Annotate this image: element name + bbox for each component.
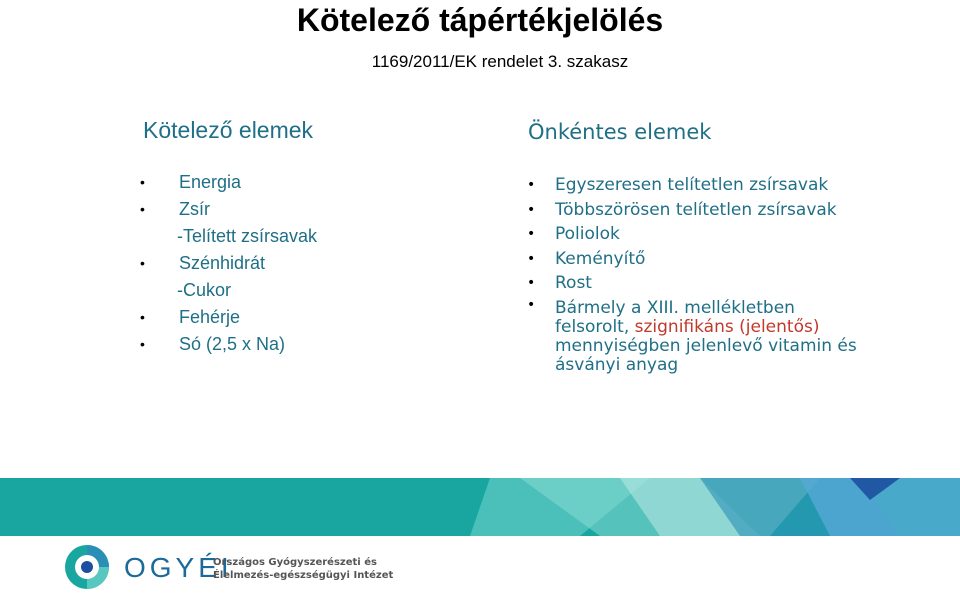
org-line: Országos Gyógyszerészeti és [213,557,377,568]
list-item-label: Többszörösen telítetlen zsírsavak [555,199,837,220]
bullet-icon: • [527,226,536,242]
list-item-label: Poliolok [555,224,620,244]
list-item [527,247,867,272]
mandatory-list [140,169,317,358]
bullet-icon: • [527,201,536,218]
list-item-text: mennyiségben jelenlevő vitamin és ásványi anyag [555,335,857,375]
list-item-label: Só (2,5 x Na) [179,334,286,354]
list-item-label: -Telített zsírsavak [177,226,318,246]
voluntary-heading: Önkéntes elemek [528,120,712,144]
bullet-icon: • [527,250,536,267]
list-item-label: Szénhidrát [179,253,266,273]
list-item [527,198,867,223]
list-item-label: Rost [555,273,592,293]
bullet-icon: • [140,255,145,271]
list-item [527,296,867,375]
list-item [140,277,317,304]
list-item [527,271,867,296]
list-item [140,331,317,358]
list-item-label: Energia [179,172,242,192]
list-item [140,196,317,223]
bullet-icon: • [140,174,145,190]
list-item [527,222,867,247]
list-item [140,250,317,277]
list-item-label: Egyszeresen telítetlen zsírsavak [555,175,829,195]
band-shapes [0,478,960,536]
decorative-band [0,478,960,536]
list-item [527,173,867,198]
highlight-text: szignifikáns (jelentős) [634,316,820,337]
logo-icon [63,543,111,591]
list-item [140,304,317,331]
org-line: Élelmezés-egészségügyi Intézet [213,570,394,581]
bullet-icon: • [140,336,145,352]
slide-title: Kötelező tápértékjelölés [296,2,664,38]
slide-subtitle: 1169/2011/EK rendelet 3. szakasz [371,52,629,71]
list-item [140,223,317,250]
list-item-label: Keményítő [555,248,646,269]
list-item-text: Bármely a XIII. mellékletben felsorolt, [555,297,795,337]
organization-name [213,556,393,582]
mandatory-heading: Kötelező elemek [143,117,314,143]
bullet-icon: • [527,296,536,313]
list-item-label: Zsír [179,199,210,219]
list-item-label: Fehérje [179,307,241,327]
list-item [140,169,317,196]
bullet-icon: • [527,177,536,193]
brand-name: OGYÉI [124,552,233,583]
list-item-label: -Cukor [177,280,232,300]
bullet-icon: • [140,309,145,325]
bullet-icon: • [527,275,536,291]
voluntary-list [527,173,867,375]
bullet-icon: • [140,201,145,217]
